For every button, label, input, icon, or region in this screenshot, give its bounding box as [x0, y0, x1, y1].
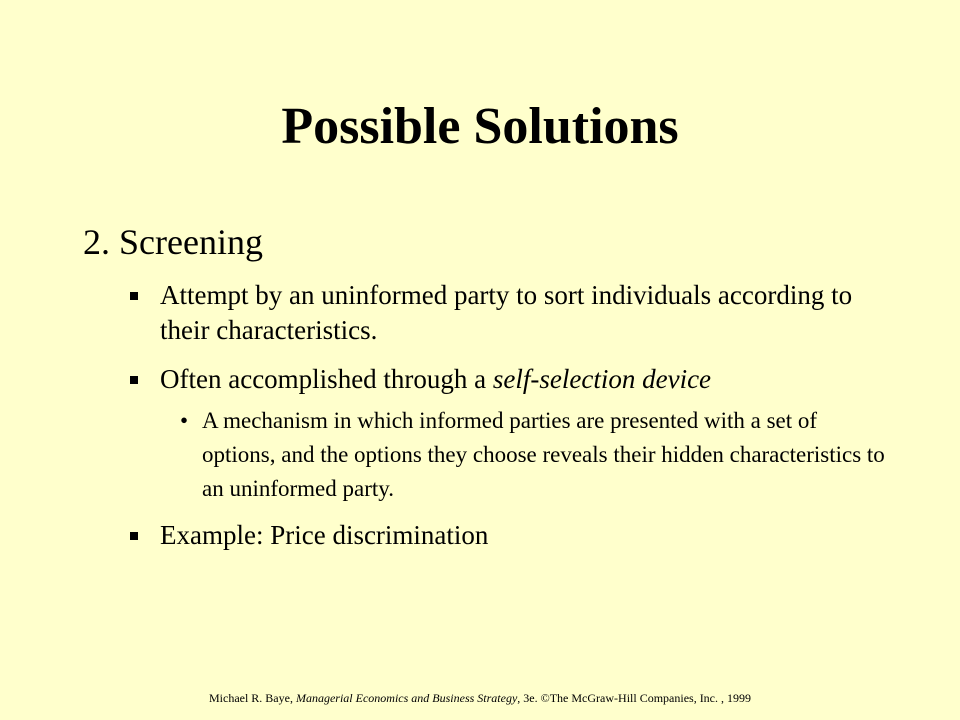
bullet-text: Example: Price discrimination	[160, 520, 489, 550]
dot-bullet-icon: •	[180, 408, 189, 433]
slide-footer	[0, 690, 960, 706]
square-bullet-icon	[130, 532, 138, 540]
footer-book-title: Managerial Economics and Business Strategy	[295, 691, 518, 705]
bullet-text-italic: self-selection device	[492, 364, 712, 394]
square-bullet-icon	[130, 376, 138, 384]
bullet-text-plain: Often accomplished through a	[160, 364, 493, 394]
slide-title: Possible Solutions	[281, 98, 679, 155]
footer-copyright: , 3e. ©The McGraw-Hill Companies, Inc. , 1999	[517, 691, 752, 705]
bullet-text	[160, 362, 860, 397]
sub-bullet-text: A mechanism in which informed parties are presented with a set of options, and the options they choose reveals their hidden characteristics to an uninformed party.	[202, 408, 885, 501]
section-heading: 2. Screening	[83, 222, 263, 262]
footer-author: Michael R. Baye,	[208, 691, 296, 705]
square-bullet-icon	[130, 292, 138, 300]
bullet-text: Attempt by an uninformed party to sort individuals according to their characteristics.	[160, 280, 853, 345]
